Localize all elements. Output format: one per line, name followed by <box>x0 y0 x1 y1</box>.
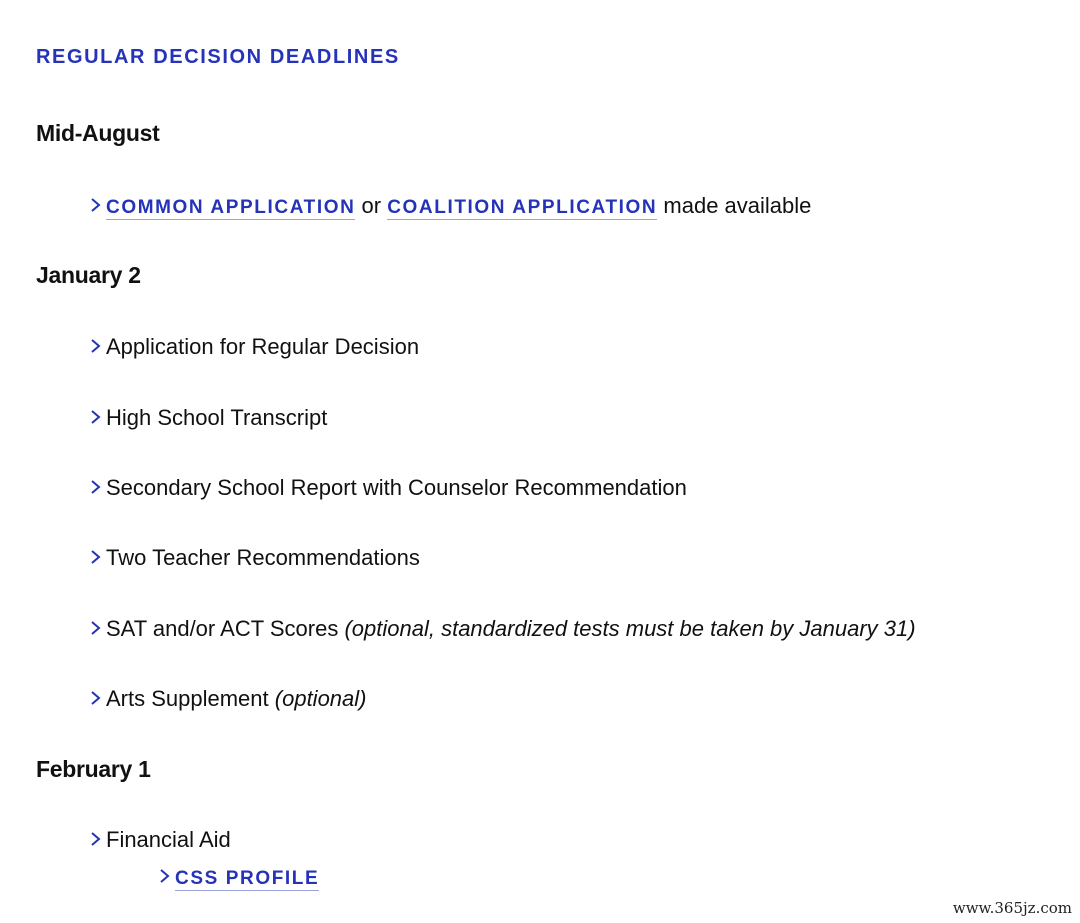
item-text: SAT and/or ACT Scores <box>106 616 339 641</box>
list-item <box>88 473 687 503</box>
chevron-right-icon <box>88 194 104 216</box>
chevron-right-icon <box>88 335 104 357</box>
chevron-right-icon <box>88 617 104 639</box>
css-profile-link[interactable]: CSS PROFILE <box>175 868 320 889</box>
list-item <box>88 614 916 644</box>
list-item <box>88 403 327 433</box>
item-suffix-text: made available <box>663 193 812 218</box>
item-text: Secondary School Report with Counselor Recommendation <box>106 475 687 500</box>
list-item <box>88 191 811 223</box>
item-text: Financial Aid <box>106 827 231 852</box>
chevron-right-icon <box>88 476 104 498</box>
chevron-right-icon <box>88 546 104 568</box>
item-note: (optional, standardized tests must be taken by January 31) <box>344 616 916 641</box>
section-heading-mid-august: Mid-August <box>36 120 160 146</box>
item-text: Application for Regular Decision <box>106 334 420 359</box>
common-application-link[interactable]: COMMON APPLICATION <box>106 197 356 218</box>
item-text: Arts Supplement <box>106 686 269 711</box>
item-note: (optional) <box>274 686 367 711</box>
list-item <box>88 825 231 855</box>
connector-text: or <box>361 193 382 218</box>
item-text: High School Transcript <box>106 405 328 430</box>
list-item <box>88 684 366 714</box>
coalition-application-link[interactable]: COALITION APPLICATION <box>387 197 658 218</box>
chevron-right-icon <box>88 406 104 428</box>
watermark: www.365jz.com <box>952 899 1072 917</box>
list-item <box>88 332 419 362</box>
chevron-right-icon <box>88 828 104 850</box>
page-title: REGULAR DECISION DEADLINES <box>36 46 400 68</box>
chevron-right-icon <box>157 865 173 887</box>
sub-list-item <box>157 862 319 894</box>
section-heading-january-2: January 2 <box>36 262 141 288</box>
chevron-right-icon <box>88 687 104 709</box>
list-item <box>88 543 420 573</box>
section-heading-february-1: February 1 <box>36 756 151 782</box>
item-text: Two Teacher Recommendations <box>106 545 420 570</box>
